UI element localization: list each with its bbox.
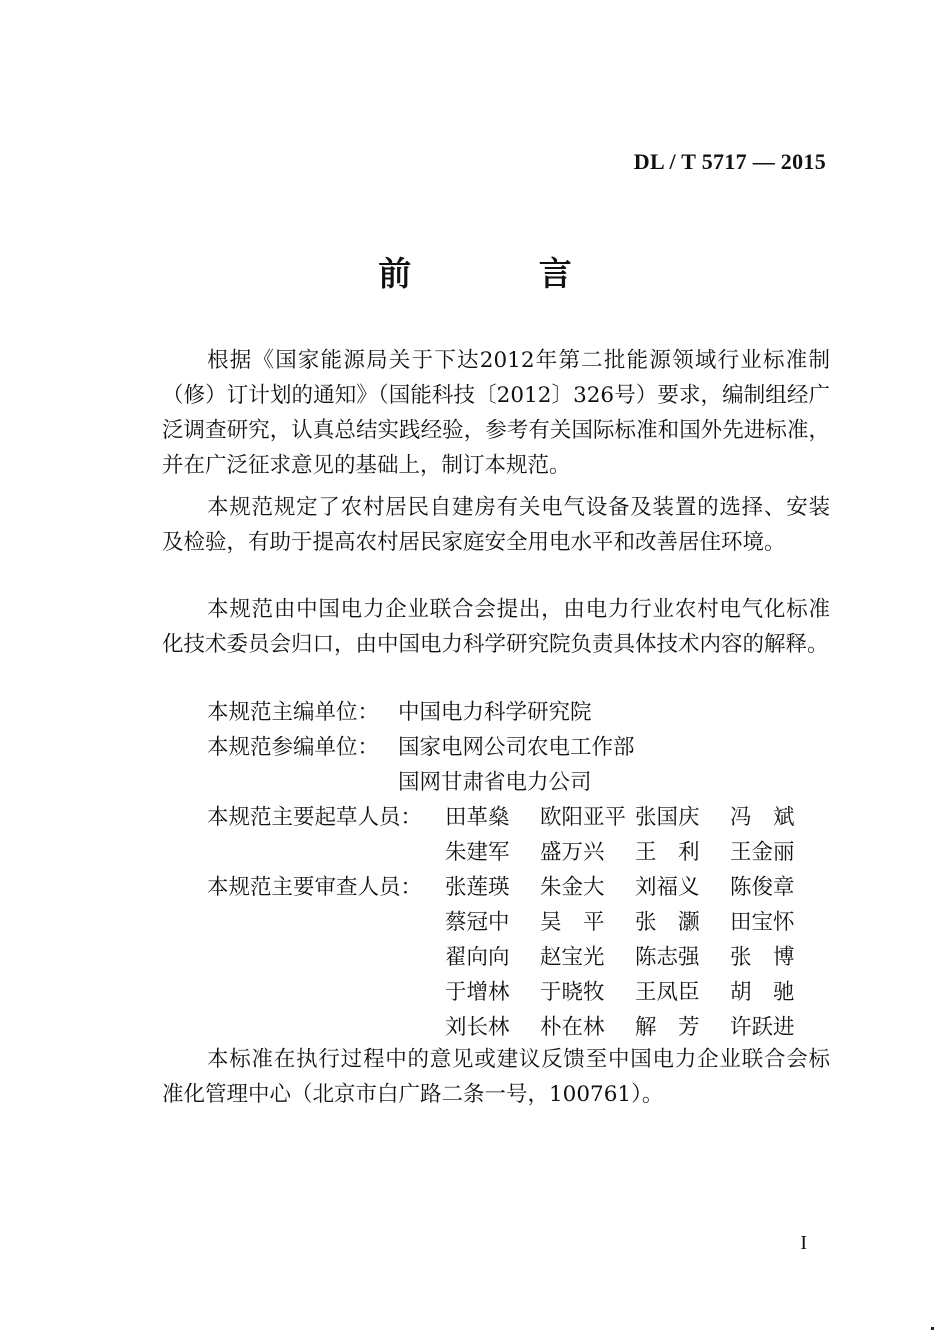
reviewers-names (445, 975, 825, 1010)
person-name: 刘福义 (635, 875, 700, 900)
chief-unit-label: 本规范主编单位： (207, 700, 380, 725)
person-name: 朱金大 (540, 875, 605, 900)
person-name: 吴 平 (540, 910, 605, 935)
reviewers-names (445, 1010, 825, 1045)
person-name: 朱建军 (445, 840, 510, 865)
participating-unit-label: 本规范参编单位： (207, 735, 380, 760)
person-name: 赵宝光 (540, 945, 605, 970)
person-name: 蔡冠中 (445, 910, 510, 935)
person-name: 王 利 (635, 840, 700, 865)
reviewers-names (445, 905, 825, 940)
person-name: 陈俊章 (730, 875, 795, 900)
person-name: 冯 斌 (730, 805, 795, 830)
paragraph-basis: 根据《国家能源局关于下达2012年第二批能源领域行业标准制（修）订计划的通知》（国能科技〔2012〕326号）要求，编制组经广泛调查研究，认真总结实践经验，参考有关国际标准和国外先进标准，并在广泛征求意见的基础上，制订本规范。 (162, 348, 830, 478)
person-name: 于增林 (445, 980, 510, 1005)
person-name: 朴在林 (540, 1015, 605, 1040)
person-name: 胡 驰 (730, 980, 795, 1005)
person-name: 张国庆 (635, 805, 700, 830)
person-name: 王凤臣 (635, 980, 700, 1005)
drafters-label: 本规范主要起草人员： (207, 805, 423, 830)
person-name: 刘长林 (445, 1015, 510, 1040)
participating-unit-name: 国网甘肃省电力公司 (398, 770, 592, 795)
person-name: 欧阳亚平 (540, 805, 627, 830)
chief-unit-name: 中国电力科学研究院 (398, 700, 592, 725)
person-name: 王金丽 (730, 840, 795, 865)
person-name: 翟向向 (445, 945, 510, 970)
participating-unit-name: 国家电网公司农电工作部 (398, 735, 635, 760)
person-name: 陈志强 (635, 945, 700, 970)
page-number: I (800, 1232, 807, 1254)
drafters-names (445, 800, 825, 835)
person-name: 田宝怀 (730, 910, 795, 935)
person-name: 张莲瑛 (445, 875, 510, 900)
paragraph-responsibility: 本规范由中国电力企业联合会提出，由电力行业农村电气化标准化技术委员会归口，由中国电力科学研究院负责具体技术内容的解释。 (162, 597, 830, 657)
person-name: 于晓牧 (540, 980, 605, 1005)
person-name: 田革燊 (445, 805, 510, 830)
person-name: 解 芳 (635, 1015, 700, 1040)
paragraph-scope: 本规范规定了农村居民自建房有关电气设备及装置的选择、安装及检验，有助于提高农村居民家庭安全用电水平和改善居住环境。 (162, 495, 830, 555)
scan-mark (931, 1327, 934, 1330)
feedback-paragraph: 本标准在执行过程中的意见或建议反馈至中国电力企业联合会标准化管理中心（北京市白广路二条一号，100761）。 (162, 1047, 830, 1107)
page-title: 前 言 (378, 254, 630, 293)
reviewers-names (445, 870, 825, 905)
person-name: 盛万兴 (540, 840, 605, 865)
reviewers-label: 本规范主要审查人员： (207, 875, 423, 900)
drafters-names (445, 835, 825, 870)
person-name: 张 灏 (635, 910, 700, 935)
person-name: 许跃进 (730, 1015, 795, 1040)
reviewers-names (445, 940, 825, 975)
person-name: 张 博 (730, 945, 795, 970)
standard-code: DL / T 5717 — 2015 (633, 149, 826, 174)
